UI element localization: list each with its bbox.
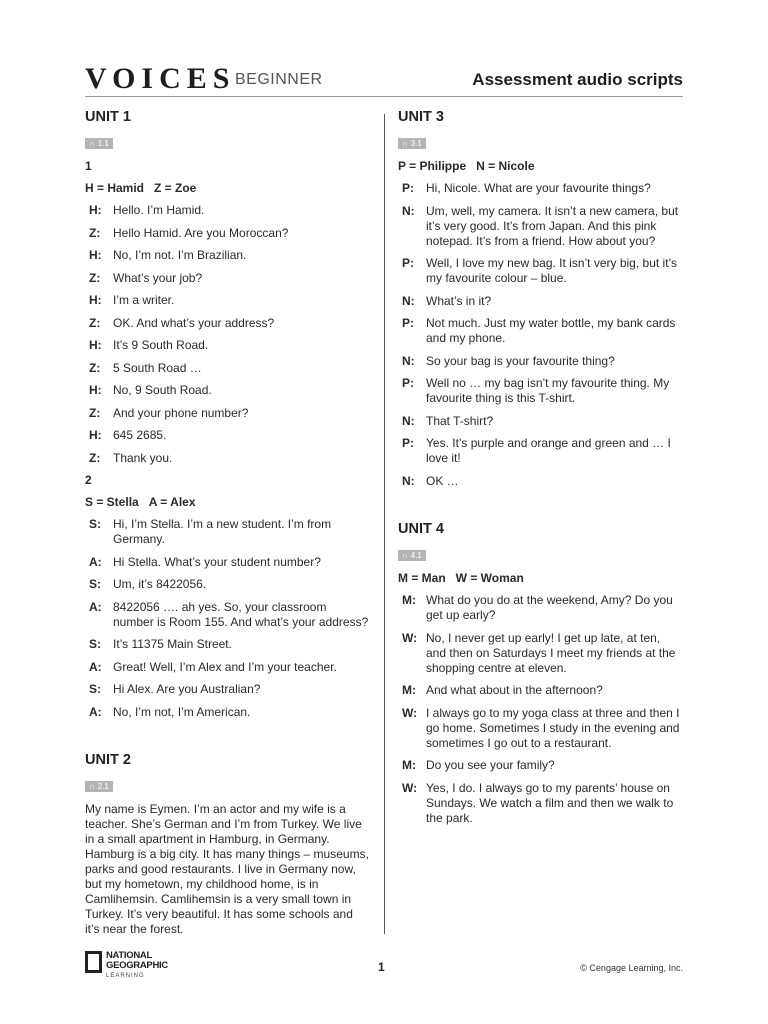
part-1-number: 1 bbox=[85, 159, 92, 173]
dialogue-line bbox=[398, 706, 683, 751]
dialogue-text: Not much. Just my water bottle, my bank cards and my phone. bbox=[426, 316, 676, 345]
dialogue-line bbox=[398, 683, 683, 698]
dialogue-text: OK … bbox=[426, 473, 459, 488]
speaker-label: H: bbox=[89, 203, 102, 217]
dialogue-line bbox=[85, 577, 370, 592]
dialogue-line bbox=[85, 226, 370, 241]
dialogue-line bbox=[398, 758, 683, 773]
speaker-label: S: bbox=[89, 637, 101, 651]
speaker-label: M: bbox=[402, 758, 416, 772]
dialogue-line bbox=[398, 414, 683, 429]
right-column bbox=[398, 106, 683, 833]
speaker-label: W: bbox=[402, 705, 418, 720]
speaker-legend: M = Man W = Woman bbox=[398, 571, 524, 585]
dialogue-line bbox=[398, 631, 683, 676]
speaker-legend: H = Hamid Z = Zoe bbox=[85, 181, 197, 195]
dialogue-text: Um, it’s 8422056. bbox=[113, 577, 207, 591]
speaker-label: A: bbox=[89, 659, 102, 674]
speaker-label: P: bbox=[402, 256, 414, 270]
dialogue-line bbox=[85, 705, 370, 720]
unit-3-track-row bbox=[398, 128, 683, 159]
dialogue-text: Hi Alex. Are you Australian? bbox=[113, 682, 261, 696]
dialogue-text: Thank you. bbox=[113, 450, 173, 465]
speaker-label: N: bbox=[402, 353, 415, 368]
unit-2-track-row bbox=[85, 771, 370, 802]
dialogue-line bbox=[85, 451, 370, 466]
speaker-label: N: bbox=[402, 413, 415, 428]
speaker-label: H: bbox=[89, 248, 102, 262]
unit-4-track-row bbox=[398, 540, 683, 571]
dialogue-line bbox=[85, 271, 370, 286]
dialogue-text: Great! Well, I’m Alex and I’m your teacher. bbox=[113, 659, 337, 674]
page-header bbox=[85, 62, 683, 97]
speaker-label: A: bbox=[89, 599, 102, 614]
dialogue-line bbox=[398, 181, 683, 196]
dialogue-text: And what about in the afternoon? bbox=[426, 683, 603, 697]
dialogue-text: And your phone number? bbox=[113, 405, 249, 420]
dialogue-line bbox=[85, 428, 370, 443]
part-2-number: 2 bbox=[85, 473, 92, 487]
dialogue-line bbox=[85, 248, 370, 263]
dialogue-line bbox=[398, 781, 683, 826]
unit-1-title: UNIT 1 bbox=[85, 109, 131, 125]
speaker-label: N: bbox=[402, 293, 415, 308]
dialogue-text: It’s 9 South Road. bbox=[113, 338, 209, 352]
headphones-icon: ∩ bbox=[89, 139, 95, 148]
dialogue-text: It’s 11375 Main Street. bbox=[113, 637, 232, 651]
dialogue-text: I always go to my yoga class at three and then I go home. Sometimes I study in the evening and sometimes I go out to a restaurant. bbox=[426, 705, 680, 750]
dialogue-line bbox=[398, 316, 683, 346]
dialogue-text: Hi Stella. What’s your student number? bbox=[113, 554, 321, 569]
dialogue-line bbox=[85, 383, 370, 398]
dialogue-line bbox=[85, 316, 370, 331]
speaker-label: Z: bbox=[89, 270, 101, 285]
dialogue-line bbox=[85, 600, 370, 630]
dialogue-line bbox=[85, 338, 370, 353]
unit-3-title: UNIT 3 bbox=[398, 109, 444, 125]
brand-title: VOICES bbox=[85, 62, 236, 95]
dialogue-text: Hello. I’m Hamid. bbox=[113, 203, 205, 217]
speaker-label: A: bbox=[89, 704, 102, 719]
headphones-icon: ∩ bbox=[402, 551, 408, 560]
speaker-label: N: bbox=[402, 203, 415, 218]
dialogue-line bbox=[398, 593, 683, 623]
speaker-label: P: bbox=[402, 436, 414, 450]
dialogue-line bbox=[85, 682, 370, 697]
dialogue-text: 5 South Road … bbox=[113, 360, 202, 375]
dialogue-text: What’s in it? bbox=[426, 293, 492, 308]
speaker-label: W: bbox=[402, 780, 418, 795]
speaker-legend: P = Philippe N = Nicole bbox=[398, 159, 535, 173]
speaker-label: Z: bbox=[89, 405, 101, 420]
dialogue-text: Hello Hamid. Are you Moroccan? bbox=[113, 225, 289, 240]
speaker-label: P: bbox=[402, 181, 414, 195]
headphones-icon: ∩ bbox=[402, 139, 408, 148]
dialogue-text: No, I’m not, I’m American. bbox=[113, 704, 251, 719]
audio-track-badge: ∩ 1.1 bbox=[85, 138, 113, 149]
dialogue-line bbox=[398, 204, 683, 249]
national-geographic-learning-logo: NATIONAL GEOGRAPHIC LEARNING bbox=[85, 951, 167, 979]
speaker-label: M: bbox=[402, 683, 416, 697]
yellow-border-icon bbox=[85, 951, 102, 973]
dialogue-text: That T-shirt? bbox=[426, 413, 494, 428]
speaker-label: P: bbox=[402, 376, 414, 390]
document-title: Assessment audio scripts bbox=[472, 70, 683, 89]
dialogue-text: Yes, I do. I always go to my parents’ house on Sundays. We watch a film and then we walk to the park. bbox=[426, 780, 674, 825]
headphones-icon: ∩ bbox=[89, 782, 95, 791]
dialogue-unit-1-part-1 bbox=[85, 203, 370, 466]
speaker-label: Z: bbox=[89, 450, 101, 465]
dialogue-text: Yes. It’s purple and orange and green and … I love it! bbox=[426, 436, 671, 465]
speaker-legend: S = Stella A = Alex bbox=[85, 495, 196, 509]
dialogue-text: 8422056 …. ah yes. So, your classroom number is Room 155. And what’s your address? bbox=[113, 599, 369, 629]
level-label: BEGINNER bbox=[235, 71, 323, 88]
dialogue-text: OK. And what’s your address? bbox=[113, 315, 275, 330]
speaker-label: Z: bbox=[89, 315, 101, 330]
dialogue-text: Well no … my bag isn’t my favourite thing. My favourite thing is this T-shirt. bbox=[426, 376, 670, 405]
unit-2-transcript: My name is Eymen. I’m an actor and my wife is a teacher. She’s German and I’m from Turkey. We live in a small apartment in Hamburg, in Germany. Hamburg is a big city. It has many things – museums, parks and good restaurants. I live in Germany now, but my hometown, my childhood home, is in Camlihemsin. Camlihemsin is a very small town in Turkey. It’s very beautiful. It has some schools and it’s near the forest. bbox=[85, 802, 369, 936]
audio-track-badge: ∩ 4.1 bbox=[398, 550, 426, 561]
dialogue-text: Um, well, my camera. It isn’t a new camera, but it’s very good. It’s from Japan. And this pink notepad. It’s from a friend. How about you? bbox=[426, 203, 679, 248]
dialogue-text: No, 9 South Road. bbox=[113, 383, 212, 397]
dialogue-line bbox=[398, 474, 683, 489]
audio-track-badge: ∩ 2.1 bbox=[85, 781, 113, 792]
column-divider bbox=[384, 114, 385, 934]
dialogue-line bbox=[85, 406, 370, 421]
speaker-label: H: bbox=[89, 383, 102, 397]
dialogue-text: I’m a writer. bbox=[113, 293, 175, 307]
unit-1-track-row bbox=[85, 128, 370, 159]
dialogue-text: Well, I love my new bag. It isn’t very big, but it’s my favourite colour – blue. bbox=[426, 256, 677, 285]
dialogue-text: What do you do at the weekend, Amy? Do you get up early? bbox=[426, 593, 673, 622]
unit-2-title: UNIT 2 bbox=[85, 752, 131, 768]
dialogue-line bbox=[85, 637, 370, 652]
dialogue-text: No, I never get up early! I get up late, at ten, and then on Saturdays I meet my friends at the shopping centre at eleven. bbox=[426, 630, 676, 675]
dialogue-text: Hi, I’m Stella. I’m a new student. I’m from Germany. bbox=[113, 517, 332, 546]
dialogue-text: 645 2685. bbox=[113, 428, 167, 442]
speaker-label: H: bbox=[89, 428, 102, 442]
speaker-label: H: bbox=[89, 293, 102, 307]
dialogue-line bbox=[85, 361, 370, 376]
speaker-label: A: bbox=[89, 554, 102, 569]
speaker-label: N: bbox=[402, 473, 415, 488]
speaker-label: H: bbox=[89, 338, 102, 352]
dialogue-text: So your bag is your favourite thing? bbox=[426, 353, 615, 368]
speaker-label: W: bbox=[402, 630, 418, 645]
audio-track-badge: ∩ 3.1 bbox=[398, 138, 426, 149]
dialogue-line bbox=[85, 555, 370, 570]
dialogue-text: Do you see your family? bbox=[426, 758, 555, 772]
speaker-label: Z: bbox=[89, 225, 101, 240]
speaker-label: S: bbox=[89, 577, 101, 591]
dialogue-text: Hi, Nicole. What are your favourite things? bbox=[426, 181, 651, 195]
dialogue-text: No, I’m not. I’m Brazilian. bbox=[113, 248, 247, 262]
speaker-label: Z: bbox=[89, 360, 101, 375]
dialogue-line bbox=[398, 256, 683, 286]
speaker-label: P: bbox=[402, 316, 414, 330]
dialogue-line bbox=[398, 436, 683, 466]
dialogue-line bbox=[85, 293, 370, 308]
dialogue-line bbox=[85, 203, 370, 218]
dialogue-line bbox=[398, 376, 683, 406]
dialogue-line bbox=[398, 354, 683, 369]
page-number: 1 bbox=[378, 960, 385, 974]
speaker-label: M: bbox=[402, 593, 416, 607]
dialogue-line bbox=[398, 294, 683, 309]
dialogue-line bbox=[85, 517, 370, 547]
dialogue-unit-1-part-2 bbox=[85, 517, 370, 720]
dialogue-text: What’s your job? bbox=[113, 270, 203, 285]
speaker-label: S: bbox=[89, 682, 101, 696]
dialogue-line bbox=[85, 660, 370, 675]
left-column bbox=[85, 106, 370, 937]
speaker-label: S: bbox=[89, 517, 101, 531]
dialogue-unit-4 bbox=[398, 593, 683, 826]
unit-4-title: UNIT 4 bbox=[398, 521, 444, 537]
copyright-notice: © Cengage Learning, Inc. bbox=[580, 963, 683, 973]
dialogue-unit-3 bbox=[398, 181, 683, 489]
